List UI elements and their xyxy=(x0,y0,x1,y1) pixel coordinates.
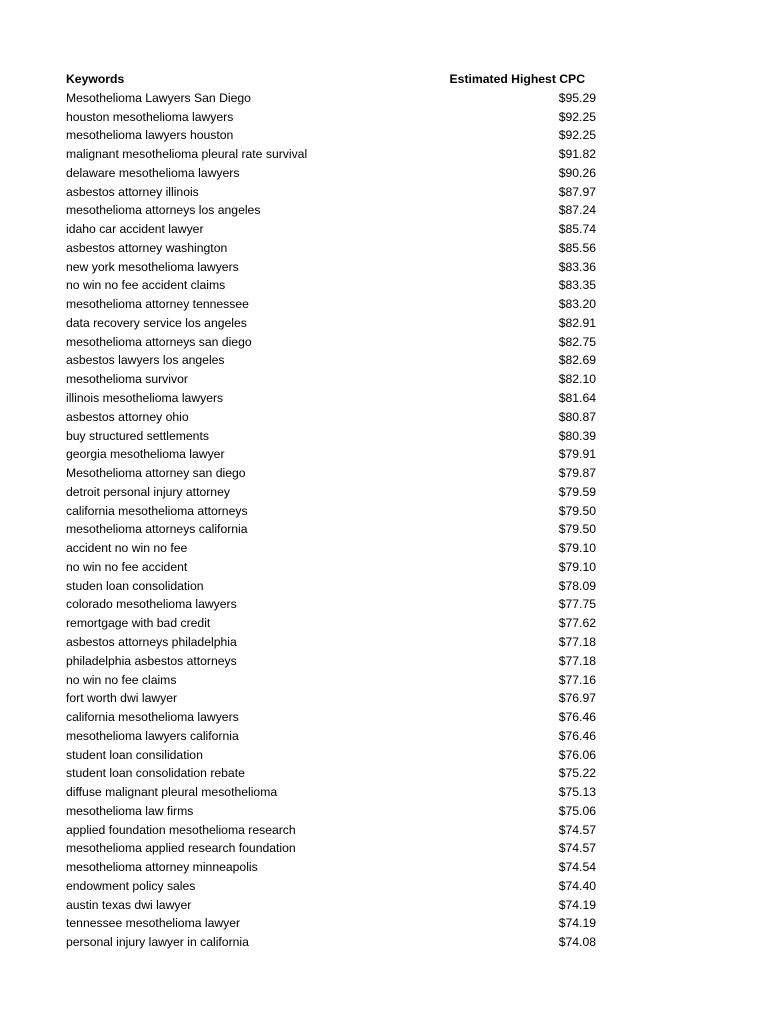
table-row xyxy=(66,652,596,671)
table-row xyxy=(66,539,596,558)
cpc-cell: $91.82 xyxy=(558,147,596,162)
keyword-cell: mesothelioma attorneys san diego xyxy=(66,334,252,349)
keyword-cell: diffuse malignant pleural mesothelioma xyxy=(66,785,278,800)
keyword-cell: buy structured settlements xyxy=(66,428,209,443)
table-row xyxy=(66,295,596,314)
keyword-cell: tennessee mesothelioma lawyer xyxy=(66,916,241,931)
table-row xyxy=(66,464,596,483)
keyword-cell: mesothelioma law firms xyxy=(66,803,194,818)
cpc-cell: $74.08 xyxy=(558,935,596,950)
keyword-cell: studen loan consolidation xyxy=(66,578,204,593)
table-row xyxy=(66,370,596,389)
table-row xyxy=(66,821,596,840)
keyword-cell: Mesothelioma attorney san diego xyxy=(66,466,246,481)
keyword-cell: endowment policy sales xyxy=(66,878,196,893)
table-row xyxy=(66,220,596,239)
cpc-cell: $76.97 xyxy=(558,691,596,706)
table-row xyxy=(66,89,596,108)
table-row xyxy=(66,520,596,539)
cpc-cell: $76.06 xyxy=(558,747,596,762)
keyword-cell: georgia mesothelioma lawyer xyxy=(66,447,225,462)
keyword-cell: asbestos attorneys philadelphia xyxy=(66,634,237,649)
keyword-cpc-table xyxy=(66,70,596,952)
cpc-cell: $92.25 xyxy=(558,128,596,143)
cpc-cell: $82.75 xyxy=(558,334,596,349)
table-row xyxy=(66,614,596,633)
keyword-cell: colorado mesothelioma lawyers xyxy=(66,597,237,612)
table-row xyxy=(66,351,596,370)
keyword-cell: malignant mesothelioma pleural rate survival xyxy=(66,147,308,162)
table-header-row xyxy=(66,70,596,89)
keyword-cell: illinois mesothelioma lawyers xyxy=(66,391,224,406)
table-row xyxy=(66,896,596,915)
table-row xyxy=(66,427,596,446)
keyword-cell: delaware mesothelioma lawyers xyxy=(66,165,240,180)
keyword-cell: california mesothelioma attorneys xyxy=(66,503,248,518)
table-row xyxy=(66,314,596,333)
cpc-cell: $79.59 xyxy=(558,484,596,499)
table-row xyxy=(66,708,596,727)
keyword-cell: mesothelioma survivor xyxy=(66,372,188,387)
keyword-cell: no win no fee accident xyxy=(66,559,188,574)
table-row xyxy=(66,502,596,521)
keyword-cell: accident no win no fee xyxy=(66,541,188,556)
header-keywords: Keywords xyxy=(66,72,125,86)
keyword-cell: Mesothelioma Lawyers San Diego xyxy=(66,90,251,105)
table-body xyxy=(66,89,596,952)
keyword-cell: houston mesothelioma lawyers xyxy=(66,109,234,124)
cpc-cell: $74.54 xyxy=(558,860,596,875)
cpc-cell: $92.25 xyxy=(558,109,596,124)
keyword-cell: california mesothelioma lawyers xyxy=(66,710,239,725)
table-row xyxy=(66,389,596,408)
cpc-cell: $74.57 xyxy=(558,841,596,856)
cpc-cell: $77.18 xyxy=(558,634,596,649)
table-row xyxy=(66,108,596,127)
keyword-cell: mesothelioma attorney tennessee xyxy=(66,297,249,312)
table-row xyxy=(66,126,596,145)
cpc-cell: $74.19 xyxy=(558,916,596,931)
cpc-cell: $75.22 xyxy=(558,766,596,781)
cpc-cell: $90.26 xyxy=(558,165,596,180)
cpc-cell: $85.74 xyxy=(558,222,596,237)
table-row xyxy=(66,671,596,690)
keyword-cell: asbestos attorney ohio xyxy=(66,409,189,424)
keyword-cell: idaho car accident lawyer xyxy=(66,222,204,237)
cpc-cell: $74.19 xyxy=(558,897,596,912)
keyword-cell: data recovery service los angeles xyxy=(66,315,247,330)
table-row xyxy=(66,746,596,765)
cpc-cell: $76.46 xyxy=(558,728,596,743)
table-row xyxy=(66,445,596,464)
keyword-cell: personal injury lawyer in california xyxy=(66,935,249,950)
table-row xyxy=(66,183,596,202)
table-row xyxy=(66,783,596,802)
cpc-cell: $85.56 xyxy=(558,240,596,255)
cpc-cell: $79.50 xyxy=(558,522,596,537)
table-row xyxy=(66,483,596,502)
table-row xyxy=(66,258,596,277)
table-row xyxy=(66,877,596,896)
keyword-cell: austin texas dwi lawyer xyxy=(66,897,192,912)
cpc-cell: $87.97 xyxy=(558,184,596,199)
table-row xyxy=(66,276,596,295)
table-row xyxy=(66,145,596,164)
keyword-cell: asbestos lawyers los angeles xyxy=(66,353,225,368)
cpc-cell: $80.87 xyxy=(558,409,596,424)
keyword-cell: asbestos attorney washington xyxy=(66,240,228,255)
keyword-cell: no win no fee accident claims xyxy=(66,278,226,293)
cpc-cell: $75.13 xyxy=(558,785,596,800)
cpc-cell: $74.57 xyxy=(558,822,596,837)
keyword-cell: mesothelioma attorney minneapolis xyxy=(66,860,258,875)
cpc-cell: $79.10 xyxy=(558,559,596,574)
cpc-cell: $82.69 xyxy=(558,353,596,368)
cpc-cell: $80.39 xyxy=(558,428,596,443)
table-row xyxy=(66,239,596,258)
table-row xyxy=(66,839,596,858)
cpc-cell: $82.91 xyxy=(558,315,596,330)
table-row xyxy=(66,408,596,427)
cpc-cell: $77.62 xyxy=(558,616,596,631)
table-row xyxy=(66,595,596,614)
cpc-cell: $78.09 xyxy=(558,578,596,593)
keyword-cell: fort worth dwi lawyer xyxy=(66,691,178,706)
cpc-cell: $83.36 xyxy=(558,259,596,274)
cpc-cell: $87.24 xyxy=(558,203,596,218)
cpc-cell: $81.64 xyxy=(558,391,596,406)
table-row xyxy=(66,933,596,952)
keyword-cell: remortgage with bad credit xyxy=(66,616,211,631)
cpc-cell: $83.35 xyxy=(558,278,596,293)
cpc-cell: $77.18 xyxy=(558,653,596,668)
keyword-cell: mesothelioma lawyers california xyxy=(66,728,239,743)
keyword-cell: student loan consilidation xyxy=(66,747,203,762)
cpc-cell: $83.20 xyxy=(558,297,596,312)
table-row xyxy=(66,633,596,652)
table-row xyxy=(66,164,596,183)
cpc-cell: $77.75 xyxy=(558,597,596,612)
keyword-cell: new york mesothelioma lawyers xyxy=(66,259,239,274)
keyword-cell: philadelphia asbestos attorneys xyxy=(66,653,237,668)
cpc-cell: $82.10 xyxy=(558,372,596,387)
table-row xyxy=(66,689,596,708)
table-row xyxy=(66,333,596,352)
cpc-cell: $76.46 xyxy=(558,710,596,725)
keyword-cell: student loan consolidation rebate xyxy=(66,766,245,781)
cpc-cell: $79.87 xyxy=(558,466,596,481)
table-row xyxy=(66,858,596,877)
table-row xyxy=(66,577,596,596)
table-row xyxy=(66,914,596,933)
cpc-cell: $74.40 xyxy=(558,878,596,893)
cpc-cell: $95.29 xyxy=(558,90,596,105)
cpc-cell: $79.50 xyxy=(558,503,596,518)
keyword-cell: mesothelioma attorneys california xyxy=(66,522,248,537)
keyword-cell: applied foundation mesothelioma research xyxy=(66,822,296,837)
keyword-cell: mesothelioma lawyers houston xyxy=(66,128,234,143)
keyword-cell: mesothelioma attorneys los angeles xyxy=(66,203,261,218)
keyword-cell: no win no fee claims xyxy=(66,672,177,687)
keyword-cell: detroit personal injury attorney xyxy=(66,484,230,499)
table-row xyxy=(66,727,596,746)
header-estimated-highest-cpc: Estimated Highest CPC xyxy=(449,72,585,86)
cpc-cell: $79.91 xyxy=(558,447,596,462)
table-row xyxy=(66,764,596,783)
cpc-cell: $75.06 xyxy=(558,803,596,818)
cpc-cell: $79.10 xyxy=(558,541,596,556)
keyword-cell: mesothelioma applied research foundation xyxy=(66,841,296,856)
cpc-cell: $77.16 xyxy=(558,672,596,687)
keyword-cell: asbestos attorney illinois xyxy=(66,184,199,199)
table-row xyxy=(66,201,596,220)
table-row xyxy=(66,802,596,821)
table-row xyxy=(66,558,596,577)
